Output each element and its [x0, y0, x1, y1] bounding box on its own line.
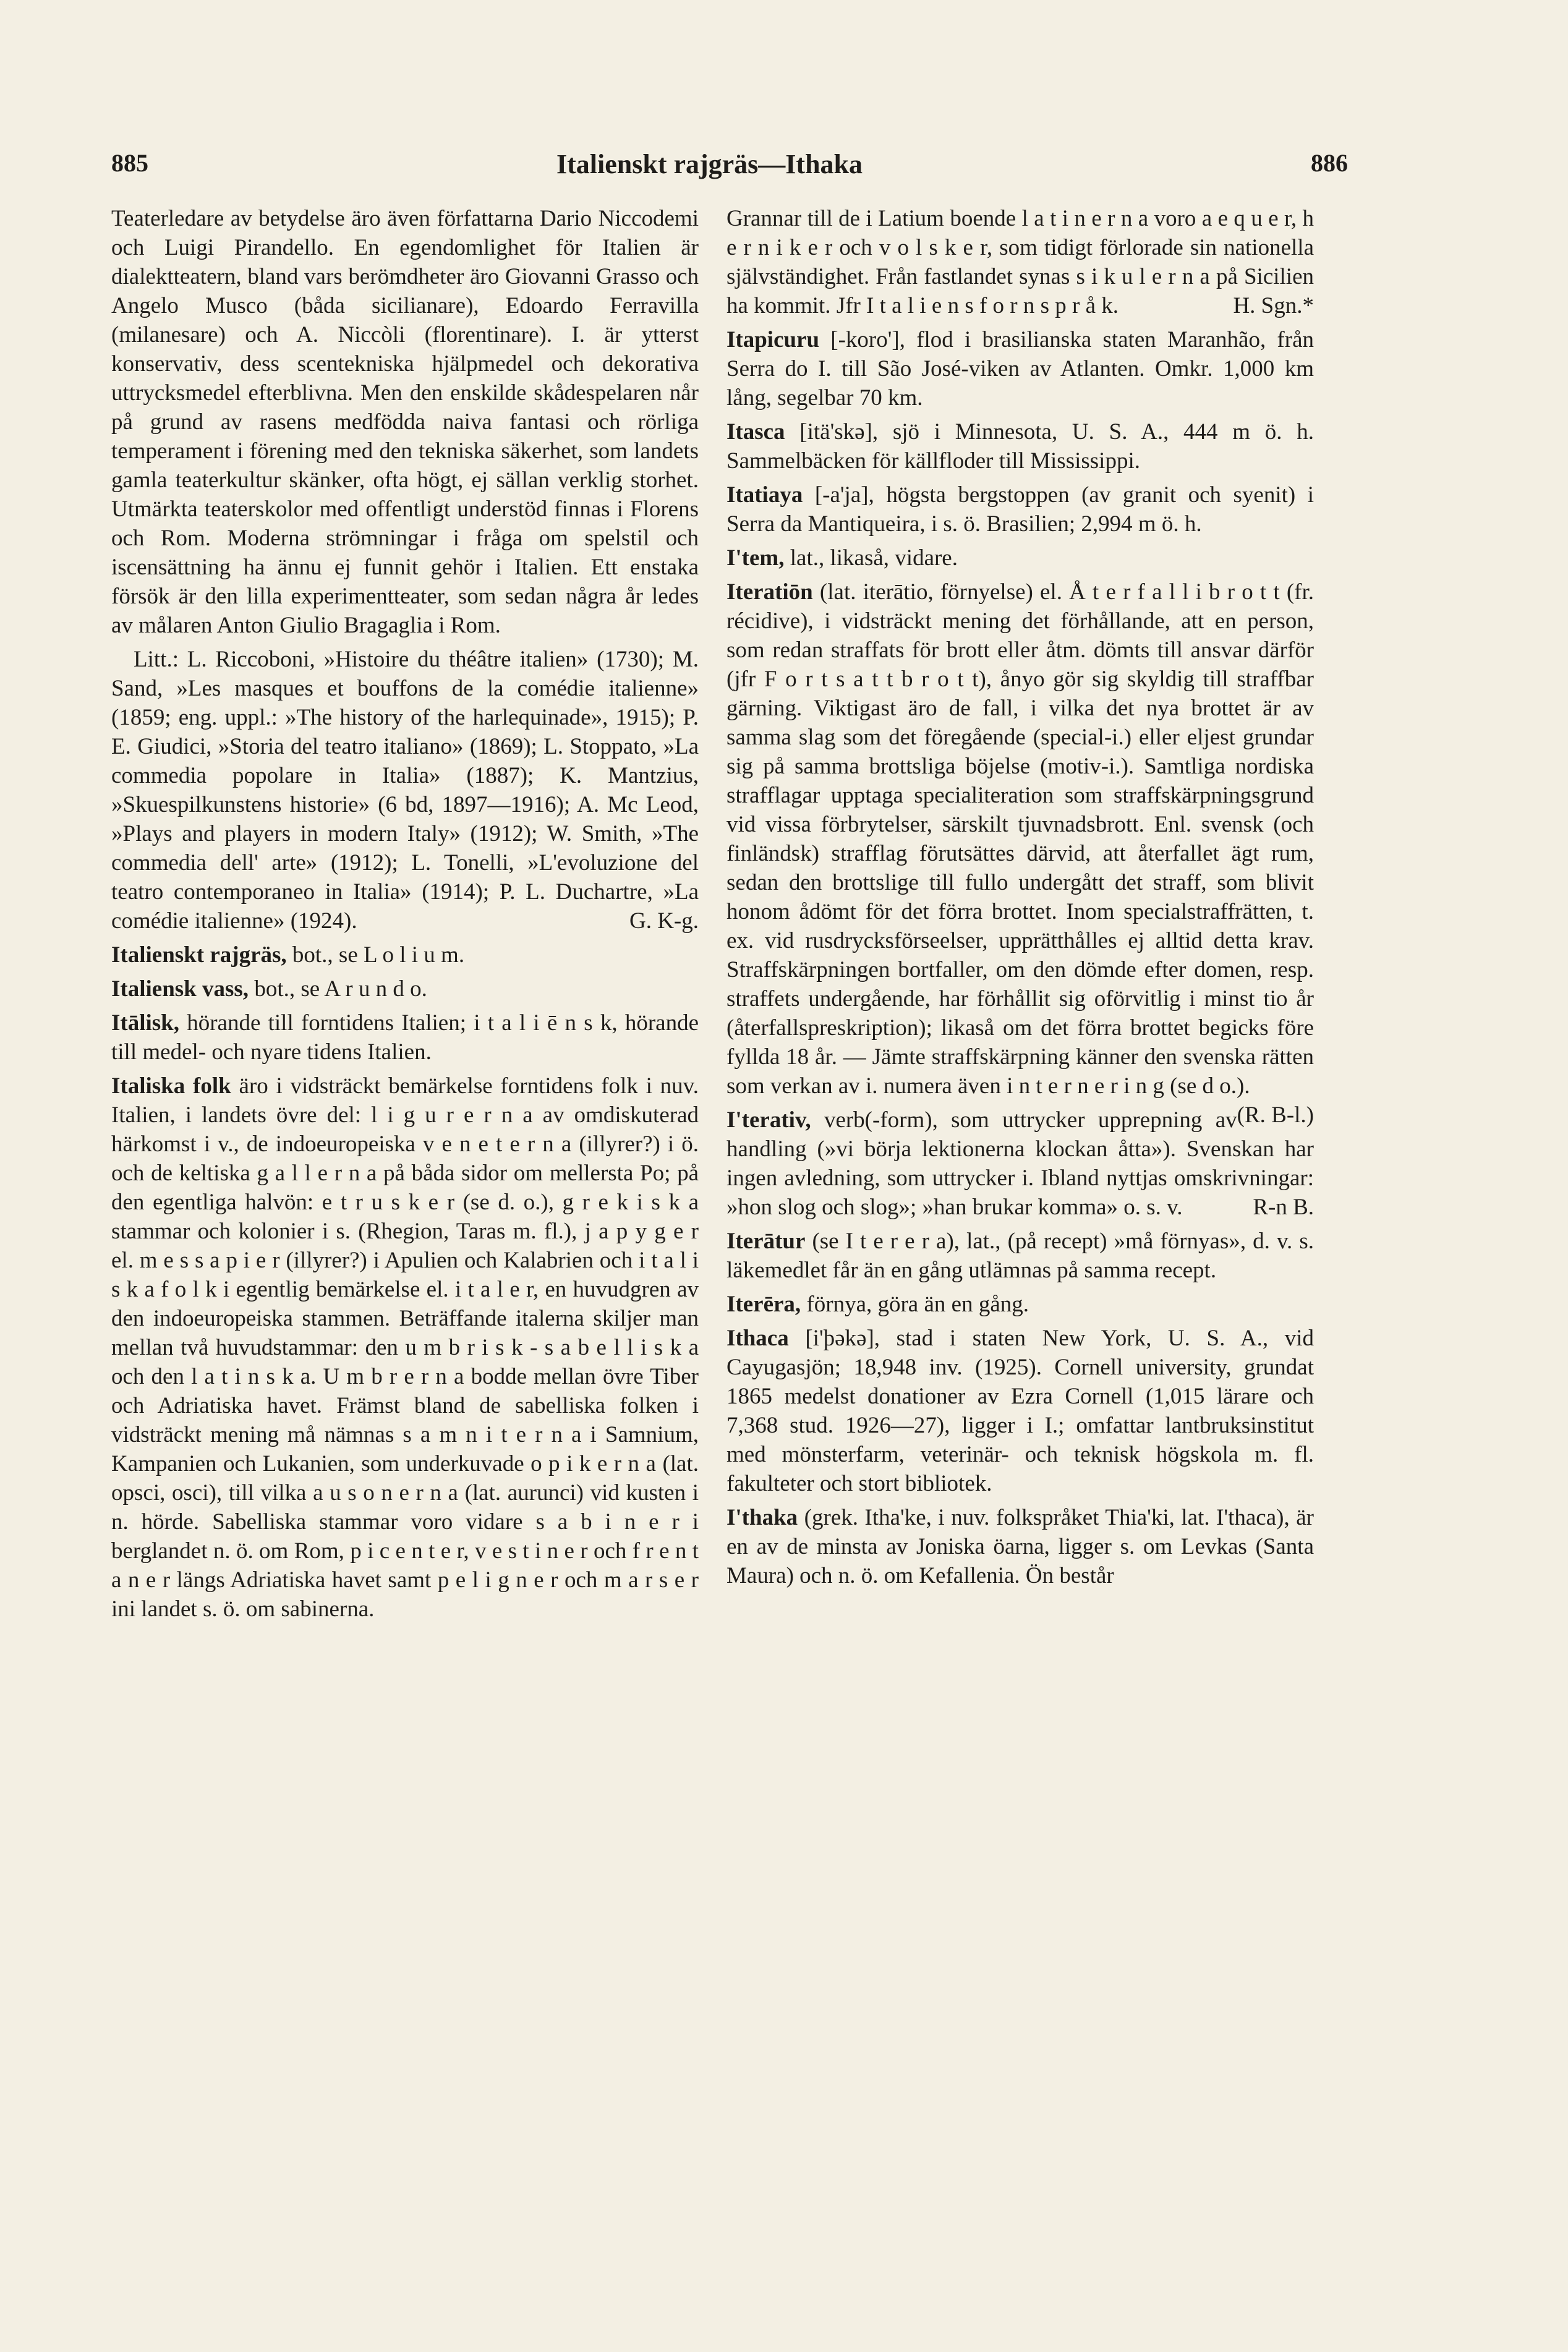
left-column [111, 204, 699, 1629]
running-title: Italienskt rajgräs—Ithaka [556, 149, 863, 179]
entry-text: Grannar till de i Latium boende l a t i n e r n a voro a e q u e r, h e r n i k e r och v o l s k e r, som tidigt förlorade sin nationella självständighet. Från fastlandet synas s i k u l e r n a på Sicilien ha kommit. Jfr I t a l i e n s f o r n s p r å k. [726, 206, 1314, 318]
encyclopedia-entry [726, 417, 1314, 475]
entry-headword: Itatiaya [726, 482, 803, 508]
entry-text: Litt.: L. Riccoboni, »Histoire du théâtre italien» (1730); M. Sand, »Les masques et bouffons de la comédie italienne» (1859; eng. uppl.: »The history of the harlequinade», 1915); P. E. Giudici, »Storia del teatro italiano» (1869); L. Stoppato, »La commedia popolare in Italia» (1887); K. Mantzius, »Skuespilkunstens historie» (6 bd, 1897—1916); A. Mc Leod, »Plays and players in modern Italy» (1912); W. Smith, »The commedia dell' arte» (1912); L. Tonelli, »L'evoluzione del teatro contemporaneo in Italia» (1914); P. L. Duchartre, »La comédie italienne» (1924). [111, 647, 699, 934]
right-page-number: 886 [1311, 149, 1348, 177]
entry-paragraph [726, 204, 1314, 320]
entry-headword: Italienskt rajgräs, [111, 942, 287, 968]
entry-text: [-koro'], flod i brasilianska staten Maranhão, från Serra do I. till São José-viken av Atlanten. Omkr. 1,000 km lång, segelbar 70 km. [726, 327, 1314, 411]
entry-text: [i'þəkə], stad i staten New York, U. S. A., vid Cayugasjön; 18,948 inv. (1925). Cornell university, grundat 1865 medelst donationer av Ezra Cornell (1,015 lärare och 7,368 stud. 1926—27), ligger i I.; omfattar lantbruksinstitut med mönsterfarm, veterinär- och teknisk högskola m. fl. fakulteter och stort bibliotek. [726, 1326, 1314, 1496]
encyclopedia-entry [726, 1324, 1314, 1498]
encyclopedia-entry [726, 1227, 1314, 1285]
entry-text: verb(-form), som uttrycker upprepning av handling (»vi börja lektionerna klockan åtta»). Svenskan har ingen avledning, som uttrycker i. Ibland nyttjas omskrivningar: »hon slog och slog»; »han brukar komma» o. s. v. [726, 1107, 1314, 1220]
encyclopedia-entry [726, 543, 1314, 573]
encyclopedia-entry [111, 940, 699, 969]
author-signature: (R. B-l.) [1237, 1102, 1314, 1128]
left-page-number: 885 [111, 149, 148, 177]
encyclopedia-entry [726, 1106, 1314, 1222]
entry-text: [-a'ja], högsta bergstoppen (av granit och syenit) i Serra da Mantiqueira, i s. ö. Brasilien; 2,994 m ö. h. [726, 482, 1314, 537]
entry-headword: I'tem, [726, 545, 785, 571]
entry-text: (lat. iterātio, förnyelse) el. Å t e r f a l l i b r o t t (fr. récidive), i vidsträckt mening det förhållande, att en person, som redan straffats för brott eller åtm. dömts till ansvar därför (jfr F o r t s a t t b r o t t), ånyo gör sig skyldig till straffbar gärning. Viktigast äro de fall, i vilka det nya brottet är av samma slag som det föregående (special-i.) eller eljest grundar sig på samma brottsliga böjelse (motiv-i.). Samtliga nordiska strafflagar upptaga specialiteration som straffskärpningsgrund vid vissa förbrytelser, särskilt tjuvnadsbrott. Enl. svensk (och finländsk) strafflag förutsättes därvid, att återfallet ägt rum, sedan den brottslige till fullo undergått det straff, som blivit honom ådömt för det förra brottet. Inom specialstraffrätten, t. ex. vid rusdrycksförseelser, upprätthålles ej alltid detta krav. Straffskärpningen bortfaller, om den dömde efter domen, resp. straffets undergående, har förhållit sig oförvitlig i minst tio år (återfallspreskription); likaså om det förra brottet begicks före fyllda 18 år. — Jämte straffskärpning känner den svenska rätten som verkan av i. numera även i n t e r n e r i n g (se d o.). [726, 579, 1314, 1099]
entry-headword: Italiensk vass, [111, 976, 249, 1002]
entry-text: (se I t e r e r a), lat., (på recept) »må förnyas», d. v. s. läkemedlet får än en gång utlämnas på samma recept. [726, 1229, 1314, 1283]
entry-text: förnya, göra än en gång. [801, 1292, 1029, 1317]
encyclopedia-entry [726, 1503, 1314, 1590]
author-signature: R-n B. [1253, 1195, 1314, 1220]
entry-headword: Itālisk, [111, 1010, 180, 1036]
author-signature: H. Sgn.* [1233, 293, 1314, 318]
encyclopedia-entry [111, 1008, 699, 1067]
entry-text: [itä'skə], sjö i Minnesota, U. S. A., 444 m ö. h. Sammelbäcken för källfloder till Mississippi. [726, 419, 1314, 474]
entry-headword: Italiska folk [111, 1073, 231, 1099]
entry-paragraph [111, 204, 699, 640]
entry-headword: Itapicuru [726, 327, 820, 352]
right-column [726, 204, 1314, 1595]
entry-text: äro i vidsträckt bemärkelse forntidens folk i nuv. Italien, i landets övre del: l i g u r e r n a av omdiskuterad härkomst i v., de indoeuropeiska v e n e t e r n a (illyrer?) i ö. och de keltiska g a l l e r n a på båda sidor om mellersta Po; på den egentliga halvön: e t r u s k e r (se d. o.), g r e k i s k a stammar och kolonier i s. (Rhegion, Taras m. fl.), j a p y g e r el. m e s s a p i e r (illyrer?) i Apulien och Kalabrien och i t a l i s k a f o l k i egentlig bemärkelse el. i t a l e r, en huvudgren av den indoeuropeiska stammen. Beträffande italerna skiljer man mellan två huvudstammar: den u m b r i s k - s a b e l l i s k a och den l a t i n s k a. U m b r e r n a bodde mellan övre Tiber och Adriatiska havet. Främst bland de sabelliska folken i vidsträckt mening må nämnas s a m n i t e r n a i Samnium, Kampanien och Lukanien, som underkuvade o p i k e r n a (lat. opsci, osci), till vilka a u s o n e r n a (lat. aurunci) vid kusten i n. hörde. Sabelliska stammar voro vidare s a b i n e r i berglandet n. ö. om Rom, p i c e n t e r, v e s t i n e r och f r e n t a n e r längs Adriatiska havet samt p e l i g n e r och m a r s e r ini landet s. ö. om sabinerna. [111, 1073, 699, 1622]
entry-headword: Itasca [726, 419, 785, 445]
entry-headword: Iterātur [726, 1229, 806, 1254]
entry-text: Teaterledare av betydelse äro även författarna Dario Niccodemi och Luigi Pirandello. En egendomlighet för Italien är dialektteatern, bland vars berömdheter äro Giovanni Grasso och Angelo Musco (båda sicilianare), Edoardo Ferravilla (milanesare) och A. Niccòli (florentinare). I. är ytterst konservativ, dess scentekniska hjälpmedel och dekorativa uttrycksmedel efterblivna. Men den enskilde skådespelaren når på grund av rasens medfödda naiva fantasi och rörliga temperament i förening med den tekniska säkerhet, som landets gamla teaterkultur skänker, ofta högt, ej sällan verklig storhet. Utmärkta teaterskolor med offentligt understöd finnas i Florens och Rom. Moderna strömningar i fråga om spelstil och iscensättning ha ännu ej funnit gehör i Italien. Ett enstaka försök är den lilla experimentteater, som sedan några år ledes av målaren Anton Giulio Bragaglia i Rom. [111, 206, 699, 638]
entry-headword: I'terativ, [726, 1107, 811, 1133]
encyclopedia-entry [726, 480, 1314, 539]
entry-headword: Ithaca [726, 1326, 789, 1351]
encyclopedia-entry [111, 974, 699, 1003]
author-signature: G. K-g. [629, 908, 699, 934]
entry-text: hörande till forntidens Italien; i t a l i ē n s k, hörande till medel- och nyare tidens Italien. [111, 1010, 699, 1065]
entry-paragraph [111, 645, 699, 935]
page-header [111, 148, 1348, 192]
encyclopedia-entry [726, 325, 1314, 412]
encyclopedia-entry [726, 1290, 1314, 1319]
entry-headword: Iteratiōn [726, 579, 813, 605]
entry-text: bot., se A r u n d o. [249, 976, 427, 1002]
encyclopedia-entry [111, 1072, 699, 1624]
entry-headword: I'thaka [726, 1505, 798, 1530]
entry-text: bot., se L o l i u m. [286, 942, 465, 968]
entry-headword: Iterēra, [726, 1292, 801, 1317]
entry-text: lat., likaså, vidare. [784, 545, 958, 571]
entry-text: (grek. Itha'ke, i nuv. folkspråket Thia'ki, lat. I'thaca), är en av de minsta av Joniska öarna, ligger s. om Levkas (Santa Maura) och n. ö. om Kefallenia. Ön består [726, 1505, 1314, 1588]
